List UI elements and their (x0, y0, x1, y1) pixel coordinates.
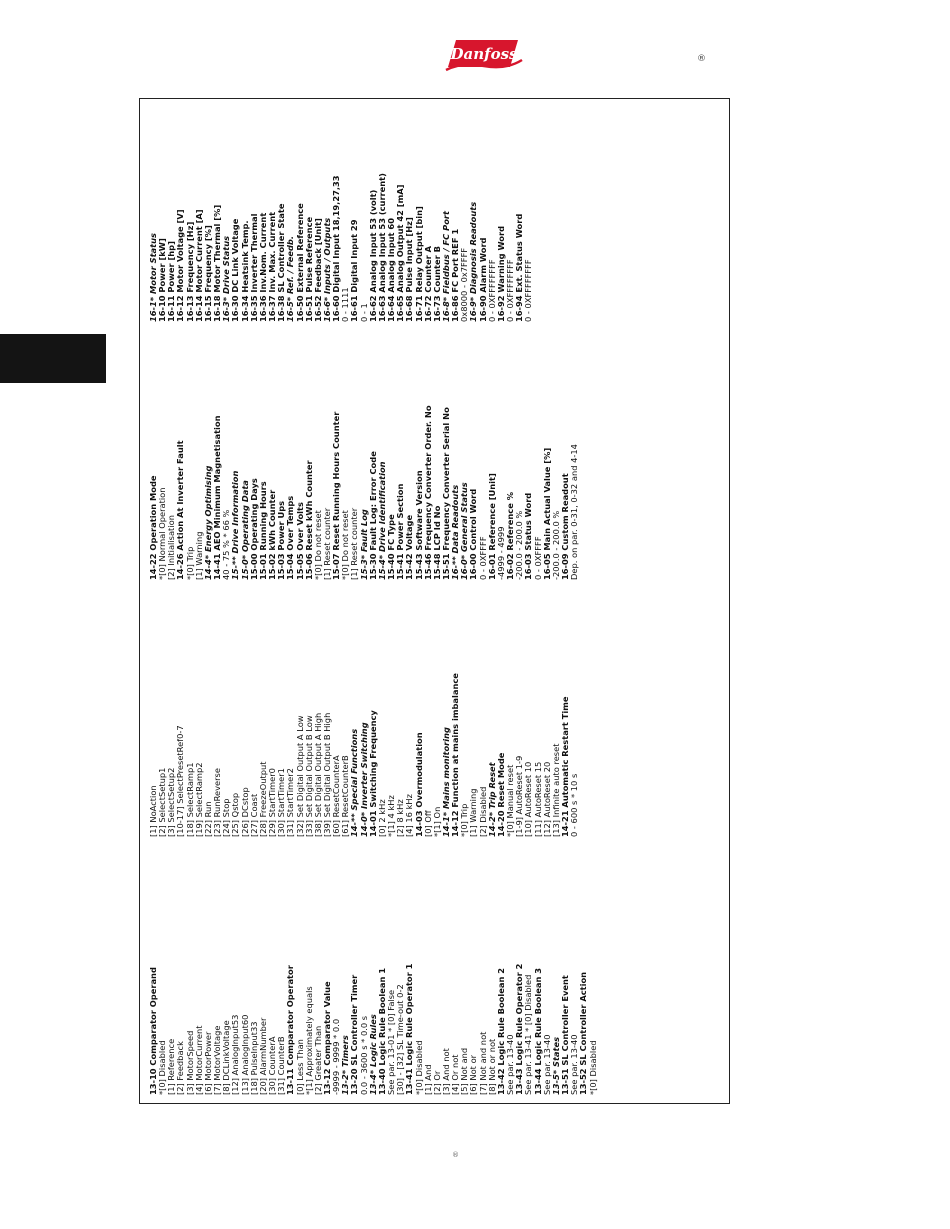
parameter-heading: 13-42 Logic Rule Boolean 2 (495, 967, 506, 1095)
parameter-list (140, 99, 731, 1105)
parameter-heading: 15-51 Frequency Converter Serial No (441, 407, 451, 580)
parameter-option: [1] Reset counter (349, 507, 360, 580)
parameter-option: [10] AutoReset 10 (523, 761, 534, 837)
parameter-option: [20] AlarmNumber (257, 1017, 268, 1095)
parameter-heading: 15-03 Power Ups (276, 500, 287, 580)
parameter-column-1 (149, 849, 598, 1095)
parameter-column-2 (149, 591, 579, 837)
parameter-option: *[1] Approximately equals (303, 986, 314, 1095)
parameter-option: [31] StartTimer2 (285, 768, 296, 837)
parameter-option: 0 - 0XFFFFFFFF (505, 259, 516, 322)
parameter-option: *[1] 4 kHz (386, 795, 397, 837)
parameter-option: 0 - 1 (358, 303, 369, 322)
parameter-heading: 16-64 Analog Input 60 (386, 218, 397, 322)
parameter-option: [33] Set Digital Output B Low (303, 715, 314, 837)
parameter-heading: 14-21 Automatic Restart Time (560, 696, 571, 837)
parameter-option: [39] Set Digital Output B High (321, 712, 332, 837)
group-heading: 16-5* Ref. / Feedb. (285, 235, 296, 322)
parameter-heading: 16-10 Power [kW] (157, 238, 168, 322)
parameter-option: [3] SelectSetup2 (166, 767, 177, 837)
parameter-heading: 15-04 Over Temps (285, 495, 296, 580)
parameter-heading: 16-50 External Reference (294, 203, 305, 322)
parameter-option: [2] Greater Than (312, 1025, 323, 1095)
parameter-option: [18] PulseInput33 (248, 1021, 259, 1095)
parameter-option: [29] StartTimer0 (267, 768, 278, 837)
parameter-heading: 16-52 Feedback [Unit] (312, 218, 323, 322)
parameter-option: [0] 2 kHz (376, 799, 387, 837)
parameter-heading: 16-61 Digital Input 29 (349, 219, 360, 322)
parameter-option: [3] MotorSpeed (184, 1030, 195, 1095)
parameter-option: *[0] Disabled (587, 1040, 598, 1095)
group-heading: 16-8* Fieldbus / FC Port (441, 211, 451, 322)
parameter-option: [12] AnalogInput53 (230, 1014, 241, 1095)
parameter-heading: 14-22 Operation Mode (148, 475, 158, 580)
parameter-heading: 13-43 Logic Rule Operator 2 (514, 963, 525, 1095)
parameter-heading: 15-00 Operating Days (248, 478, 259, 580)
group-heading: 14-0* Inverter Switching (358, 722, 369, 837)
parameter-heading: 16-90 Alarm Word (477, 237, 488, 322)
parameter-option: -4999 - 4999 (495, 526, 506, 580)
parameter-heading: 14-26 Action At Inverter Fault (175, 440, 186, 580)
group-heading: 16-1* Motor Status (148, 233, 158, 322)
parameter-heading: 15-06 Reset kWh Counter (303, 460, 314, 580)
parameter-option: [13] AnalogInput60 (239, 1014, 250, 1095)
parameter-option: See par. 13-40 (569, 1034, 580, 1095)
parameter-heading: 16-35 Inverter Thermal (248, 213, 259, 322)
parameter-option: *[0] Trip (184, 546, 195, 580)
parameter-option: [60] ResetCounterA (331, 755, 342, 837)
group-heading: 15-3* Fault Log (358, 509, 369, 580)
group-heading: 16-6* Inputs / Outputs (321, 217, 332, 322)
parameter-option: [4] MotorCurrent (193, 1025, 204, 1095)
parameter-option: [0] Off (422, 810, 433, 837)
group-heading: 14-2* Trip Reset (486, 762, 497, 837)
parameter-heading: 16-62 Analog Input 53 (volt) (367, 189, 378, 322)
parameter-option: Dep. on par. 0-31, 0-32 and 4-14 (569, 444, 580, 580)
parameter-option: See par. 13-01 * [0] False (386, 989, 397, 1095)
parameter-heading: 16-15 Frequency [%] (202, 225, 213, 322)
parameter-heading: 16-01 Reference [Unit] (486, 473, 497, 580)
parameter-heading: 16-92 Warning Word (495, 225, 506, 322)
chapter-tab (0, 334, 106, 383)
parameter-heading: 15-40 FC Type (386, 514, 397, 580)
parameter-option: [2] SelectSetup1 (157, 767, 168, 837)
parameter-option: -9999 - 9999 * 0.0 (331, 1018, 342, 1095)
parameter-heading: 13-20 SL Controller Timer (349, 974, 360, 1095)
parameter-heading: 16-36 Inv.Nom. Current (257, 212, 268, 322)
parameter-option: *[0] Normal Operation (157, 487, 168, 580)
parameter-option: [30] - [32] SL Time-out 0-2 (395, 984, 406, 1095)
parameter-heading: 13-10 Comparator Operand (148, 967, 158, 1095)
parameter-option: *[0] Manual reset (505, 764, 516, 837)
parameter-option: [7] Not and not (477, 1031, 488, 1095)
parameter-option: *[1] On (431, 806, 442, 837)
parameter-heading: 15-07 Reset Running Hours Counter (331, 411, 342, 580)
parameter-option: 0.0 - 3600 s * 0.0 s (358, 1015, 369, 1095)
parameter-option: [12] AutoReset 20 (541, 761, 552, 837)
parameter-option: [32] Set Digital Output A Low (294, 715, 305, 837)
parameter-option: [1] Reference (166, 1038, 177, 1095)
parameter-option: [38] Set Digital Output A High (312, 712, 323, 837)
parameter-option: [61] ResetCounterB (340, 755, 351, 837)
parameter-option: [13] Infinite auto reset (550, 743, 561, 837)
parameter-heading: 13-51 SL Controller Event (560, 975, 571, 1095)
parameter-heading: 13-11 Comparator Operator (285, 965, 296, 1095)
parameter-heading: 15-30 Fault Log: Error Code (367, 451, 378, 580)
group-heading: 14-1* Mains monitoring (441, 727, 451, 837)
parameter-option: [24] Stop (221, 798, 232, 837)
parameter-heading: 16-65 Analog Output 42 [mA] (395, 184, 406, 322)
parameter-heading: 14-41 AEO Minimum Magnetisation (212, 415, 223, 580)
parameter-heading: 15-46 Frequency Converter Order. No (422, 405, 433, 580)
parameter-option: [4] Or not (450, 1054, 461, 1095)
parameter-heading: 16-11 Power [hp] (166, 241, 177, 322)
parameter-heading: 13-52 SL Controller Action (578, 971, 589, 1095)
parameter-option: [8] Not or not (486, 1038, 497, 1095)
parameter-heading: 16-12 Motor Voltage [V] (175, 209, 186, 322)
parameter-option: [23] RunReverse (212, 768, 223, 837)
parameter-option: [1-9] AutoReset 1-9 (514, 755, 525, 837)
group-heading: 14-** Special Functions (349, 728, 360, 837)
parameter-option: 0 - 0XFFFF (477, 536, 488, 580)
parameter-heading: 16-09 Custom Readout (560, 473, 571, 580)
registered-mark: ® (697, 54, 706, 64)
parameter-option: [26] DCstop (239, 787, 250, 837)
parameter-heading: 13-12 Comparator Value (321, 981, 332, 1095)
parameter-option: [2] Or (431, 1070, 442, 1095)
parameter-heading: 16-51 Pulse Reference (303, 216, 314, 322)
parameter-heading: 15-41 Power Section (395, 483, 406, 580)
parameter-option: [28] FreezeOutput (257, 761, 268, 837)
parameter-option: [1] Reset counter (321, 507, 332, 580)
parameter-heading: 16-71 Relay Output [bin] (413, 206, 424, 322)
parameter-heading: 13-40 Logic Rule Boolean 1 (376, 967, 387, 1095)
parameter-option: [0] Less Than (294, 1039, 305, 1095)
parameter-option: 0 - 0XFFFFFFFF (523, 259, 534, 322)
parameter-heading: 15-01 Running Hours (257, 481, 268, 580)
parameter-option: [4] 16 kHz (404, 794, 415, 837)
group-heading: 16-3* Drive Status (221, 235, 232, 322)
parameter-option: 0 - 1111 (340, 287, 351, 322)
parameter-option: [2] Disabled (477, 786, 488, 837)
parameter-option: 40 - 75 % * 66 % (221, 509, 232, 580)
parameter-heading: 16-38 SL Controller State (276, 203, 287, 322)
parameter-heading: 16-72 Counter A (422, 245, 433, 322)
parameter-option: [3] And not (441, 1048, 451, 1095)
parameter-option: [6] Not or (468, 1054, 479, 1095)
group-heading: 15-0* Operating Data (239, 480, 250, 580)
parameter-option: [30] CounterA (267, 1036, 278, 1095)
parameter-option: *[0] Disabled (413, 1040, 424, 1095)
parameter-heading: 16-00 Control Word (468, 488, 479, 580)
parameter-option: [7] MotorVoltage (212, 1025, 223, 1095)
parameter-heading: 15-43 Software Version (413, 470, 424, 580)
parameter-heading: 16-30 DC Link Voltage (230, 218, 241, 322)
parameter-heading: 16-05 Main Actual Value [%] (541, 447, 552, 580)
parameter-option: See par. 13-41 * [0] Disabled (523, 974, 534, 1095)
parameter-heading: 15-05 Over Volts (294, 502, 305, 580)
parameter-option: [30] StartTimer1 (276, 768, 287, 837)
parameter-option: [18] SelectRamp1 (184, 762, 195, 837)
parameter-heading: 16-37 Inv. Max. Current (267, 211, 278, 322)
parameter-heading: 14-12 Function at mains imbalance (450, 673, 461, 837)
parameter-heading: 16-60 Digital Input 18,19,27,33 (331, 175, 342, 322)
parameter-option: See par. 13-40 (505, 1034, 516, 1095)
parameter-option: [31] CounterB (276, 1036, 287, 1095)
parameter-heading: 15-42 Voltage (404, 514, 415, 580)
parameter-list-frame (139, 98, 730, 1104)
parameter-option: [10-17] SelectPresetRef0-7 (175, 725, 186, 837)
parameter-heading: 14-01 Switching Frequency (367, 710, 378, 837)
parameter-heading: 16-63 Analog Input 53 (current) (376, 173, 387, 322)
parameter-option: [2] 8 kHz (395, 799, 406, 837)
parameter-heading: 14-20 Reset Mode (495, 752, 506, 837)
group-heading: 15-** Drive Information (230, 470, 241, 580)
parameter-option: [8] DCLinkVoltage (221, 1020, 232, 1095)
parameter-option: [1] Warning (193, 531, 204, 580)
parameter-heading: 14-03 Overmodulation (413, 732, 424, 837)
parameter-column-3 (149, 334, 579, 580)
parameter-heading: 16-73 Counter B (431, 246, 442, 322)
parameter-heading: 16-14 Motor Current [A] (193, 209, 204, 322)
parameter-column-4 (149, 76, 534, 322)
parameter-option: See par. 13-40 (541, 1034, 552, 1095)
parameter-heading: 16-13 Frequency [Hz] (184, 221, 195, 322)
parameter-heading: 16-86 FC Port REF 1 (450, 228, 461, 322)
group-heading: 14-4* Energy Optimising (202, 465, 213, 580)
group-heading: 16-9* Diagnosis Readouts (468, 201, 479, 322)
svg-text:Danfoss: Danfoss (450, 45, 518, 63)
parameter-heading: 13-44 Logic Rule Boolean 3 (532, 967, 543, 1095)
parameter-option: [27] Coast (248, 793, 259, 837)
parameter-option: [2] Feedback (175, 1041, 186, 1095)
footer-registered-mark: ® (452, 1151, 459, 1159)
parameter-option: [1] NoAction (148, 785, 158, 837)
parameter-option: 0 - 0XFFFF (532, 536, 543, 580)
parameter-heading: 16-02 Reference % (505, 491, 516, 580)
group-heading: 13-5* States (550, 1036, 561, 1095)
group-heading: 13-2* Timers (340, 1035, 351, 1095)
danfoss-logo-icon (444, 36, 524, 74)
parameter-option: [5] Not and (459, 1047, 470, 1095)
parameter-option: [1] And (422, 1064, 433, 1095)
parameter-option: *[0] Do not reset (340, 510, 351, 580)
parameter-option: -200.0 - 200.0 % (514, 510, 525, 580)
group-heading: 13-4* Logic Rules (367, 1014, 378, 1095)
parameter-heading: 16-68 Pulse Input [Hz] (404, 217, 415, 322)
parameter-option: [6] MotorPower (202, 1031, 213, 1095)
parameter-option: [25] Qstop (230, 792, 241, 837)
parameter-heading: 16-03 Status Word (523, 492, 534, 580)
parameter-heading: 16-18 Motor Thermal [%] (212, 204, 223, 322)
parameter-option: 0x8000 - 0x7FFFF (459, 247, 470, 322)
parameter-option: 0 - 600 s * 10 s (569, 773, 580, 837)
parameter-option: *[0] Do not reset (312, 510, 323, 580)
parameter-heading: 16-94 Ext. Status Word (514, 213, 525, 322)
parameter-option: [2] Initialisation (166, 515, 177, 580)
parameter-option: [1] Warning (468, 788, 479, 837)
parameter-heading: 15-02 kWh Counter (267, 489, 278, 580)
parameter-heading: 16-34 Heatsink Temp. (239, 220, 250, 322)
group-heading: 15-4* Drive Identification (376, 461, 387, 580)
group-heading: 16-0* General Status (459, 482, 470, 580)
parameter-option: 0 - 0XFFFFFFFF (486, 259, 497, 322)
parameter-option: *[0] Trip (459, 803, 470, 837)
parameter-option: [19] SelectRamp2 (193, 762, 204, 837)
parameter-option: *[0] Disabled (157, 1040, 168, 1095)
parameter-option: -200.0 - 200.0 % (550, 510, 561, 580)
parameter-heading: 15-48 LCP Id No (431, 505, 442, 580)
parameter-option: [11] AutoReset 15 (532, 761, 543, 837)
group-heading: 16-** Data Readouts (450, 484, 461, 580)
parameter-option: [22] Run (202, 801, 213, 837)
parameter-heading: 13-41 Logic Rule Operator 1 (404, 963, 415, 1095)
